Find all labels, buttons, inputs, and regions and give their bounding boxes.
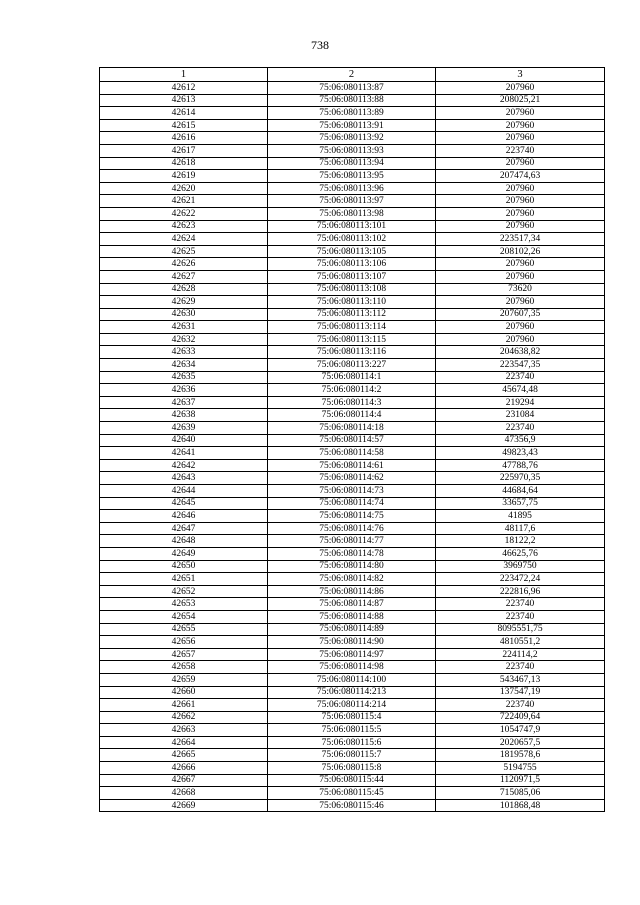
- row-number-cell: 42667: [100, 774, 268, 787]
- cadastral-number-cell: 75:06:080113:116: [268, 346, 436, 359]
- value-cell: 207960: [436, 207, 605, 220]
- cadastral-number-cell: 75:06:080114:87: [268, 598, 436, 611]
- value-cell: 223740: [436, 371, 605, 384]
- row-number-cell: 42623: [100, 220, 268, 233]
- cadastral-number-cell: 75:06:080113:92: [268, 132, 436, 145]
- table-row: [100, 182, 605, 195]
- table-row: [100, 711, 605, 724]
- table-row: [100, 686, 605, 699]
- cadastral-number-cell: 75:06:080115:45: [268, 787, 436, 800]
- value-cell: 207960: [436, 296, 605, 309]
- value-cell: 1054747,9: [436, 724, 605, 737]
- table-row: [100, 270, 605, 283]
- row-number-cell: 42660: [100, 686, 268, 699]
- row-number-cell: 42655: [100, 623, 268, 636]
- row-number-cell: 42622: [100, 207, 268, 220]
- value-cell: 73620: [436, 283, 605, 296]
- row-number-cell: 42658: [100, 661, 268, 674]
- row-number-cell: 42662: [100, 711, 268, 724]
- header-row: [100, 68, 605, 82]
- value-cell: 207960: [436, 132, 605, 145]
- row-number-cell: 42638: [100, 409, 268, 422]
- value-cell: 207960: [436, 182, 605, 195]
- table-row: [100, 396, 605, 409]
- cadastral-number-cell: 75:06:080113:96: [268, 182, 436, 195]
- row-number-cell: 42656: [100, 636, 268, 649]
- cadastral-number-cell: 75:06:080115:7: [268, 749, 436, 762]
- value-cell: 207960: [436, 258, 605, 271]
- value-cell: 207607,35: [436, 308, 605, 321]
- value-cell: 204638,82: [436, 346, 605, 359]
- table-row: [100, 447, 605, 460]
- value-cell: 47356,9: [436, 434, 605, 447]
- row-number-cell: 42616: [100, 132, 268, 145]
- value-cell: 722409,64: [436, 711, 605, 724]
- row-number-cell: 42617: [100, 144, 268, 157]
- row-number-cell: 42663: [100, 724, 268, 737]
- table-row: [100, 107, 605, 120]
- row-number-cell: 42665: [100, 749, 268, 762]
- value-cell: 223547,35: [436, 359, 605, 372]
- cadastral-number-cell: 75:06:080114:58: [268, 447, 436, 460]
- table-row: [100, 598, 605, 611]
- row-number-cell: 42612: [100, 82, 268, 95]
- row-number-cell: 42613: [100, 94, 268, 107]
- table-row: [100, 573, 605, 586]
- row-number-cell: 42615: [100, 119, 268, 132]
- table-row: [100, 497, 605, 510]
- cadastral-number-cell: 75:06:080114:75: [268, 510, 436, 523]
- cadastral-number-cell: 75:06:080114:74: [268, 497, 436, 510]
- row-number-cell: 42648: [100, 535, 268, 548]
- row-number-cell: 42631: [100, 321, 268, 334]
- value-cell: 5194755: [436, 762, 605, 775]
- row-number-cell: 42632: [100, 333, 268, 346]
- value-cell: 207474,63: [436, 170, 605, 183]
- row-number-cell: 42636: [100, 384, 268, 397]
- table-row: [100, 535, 605, 548]
- row-number-cell: 42657: [100, 648, 268, 661]
- cadastral-number-cell: 75:06:080114:2: [268, 384, 436, 397]
- table-row: [100, 220, 605, 233]
- row-number-cell: 42614: [100, 107, 268, 120]
- cadastral-number-cell: 75:06:080114:18: [268, 422, 436, 435]
- value-cell: 223740: [436, 699, 605, 712]
- table-row: [100, 371, 605, 384]
- cadastral-number-cell: 75:06:080113:94: [268, 157, 436, 170]
- value-cell: 18122,2: [436, 535, 605, 548]
- table-row: [100, 144, 605, 157]
- table-row: [100, 648, 605, 661]
- row-number-cell: 42654: [100, 610, 268, 623]
- value-cell: 207960: [436, 195, 605, 208]
- value-cell: 207960: [436, 333, 605, 346]
- value-cell: 207960: [436, 270, 605, 283]
- value-cell: 207960: [436, 157, 605, 170]
- cadastral-number-cell: 75:06:080114:86: [268, 585, 436, 598]
- table-row: [100, 283, 605, 296]
- value-cell: 223517,34: [436, 233, 605, 246]
- row-number-cell: 42629: [100, 296, 268, 309]
- cadastral-number-cell: 75:06:080115:4: [268, 711, 436, 724]
- row-number-cell: 42634: [100, 359, 268, 372]
- value-cell: 45674,48: [436, 384, 605, 397]
- row-number-cell: 42650: [100, 560, 268, 573]
- row-number-cell: 42649: [100, 547, 268, 560]
- value-cell: 8095551,75: [436, 623, 605, 636]
- table-row: [100, 258, 605, 271]
- value-cell: 2020657,5: [436, 736, 605, 749]
- value-cell: 207960: [436, 321, 605, 334]
- table-row: [100, 333, 605, 346]
- cadastral-number-cell: 75:06:080115:44: [268, 774, 436, 787]
- row-number-cell: 42664: [100, 736, 268, 749]
- table-row: [100, 409, 605, 422]
- row-number-cell: 42637: [100, 396, 268, 409]
- cadastral-number-cell: 75:06:080114:78: [268, 547, 436, 560]
- row-number-cell: 42643: [100, 472, 268, 485]
- table-row: [100, 170, 605, 183]
- cadastral-number-cell: 75:06:080114:76: [268, 522, 436, 535]
- row-number-cell: 42618: [100, 157, 268, 170]
- table-row: [100, 736, 605, 749]
- page-number: 738: [311, 38, 329, 52]
- value-cell: 1120971,5: [436, 774, 605, 787]
- table-row: [100, 510, 605, 523]
- cadastral-number-cell: 75:06:080113:106: [268, 258, 436, 271]
- data-table: [99, 67, 605, 812]
- table-row: [100, 359, 605, 372]
- table-row: [100, 94, 605, 107]
- table-row: [100, 749, 605, 762]
- table-row: [100, 245, 605, 258]
- row-number-cell: 42645: [100, 497, 268, 510]
- table-row: [100, 422, 605, 435]
- table-row: [100, 522, 605, 535]
- column-header-1: 1: [100, 68, 268, 82]
- table-row: [100, 132, 605, 145]
- table-row: [100, 673, 605, 686]
- cadastral-number-cell: 75:06:080113:98: [268, 207, 436, 220]
- row-number-cell: 42630: [100, 308, 268, 321]
- value-cell: 219294: [436, 396, 605, 409]
- value-cell: 223740: [436, 422, 605, 435]
- cadastral-number-cell: 75:06:080113:114: [268, 321, 436, 334]
- row-number-cell: 42626: [100, 258, 268, 271]
- value-cell: 208025,21: [436, 94, 605, 107]
- cadastral-number-cell: 75:06:080113:108: [268, 283, 436, 296]
- table-row: [100, 384, 605, 397]
- row-number-cell: 42644: [100, 485, 268, 498]
- cadastral-number-cell: 75:06:080114:73: [268, 485, 436, 498]
- cadastral-number-cell: 75:06:080114:61: [268, 459, 436, 472]
- cadastral-number-cell: 75:06:080113:105: [268, 245, 436, 258]
- cadastral-number-cell: 75:06:080114:90: [268, 636, 436, 649]
- value-cell: 223740: [436, 661, 605, 674]
- cadastral-number-cell: 75:06:080113:88: [268, 94, 436, 107]
- table-row: [100, 623, 605, 636]
- cadastral-number-cell: 75:06:080113:87: [268, 82, 436, 95]
- cadastral-number-cell: 75:06:080115:46: [268, 799, 436, 812]
- cadastral-number-cell: 75:06:080114:213: [268, 686, 436, 699]
- table-body: [100, 82, 605, 812]
- value-cell: 47788,76: [436, 459, 605, 472]
- table-row: [100, 661, 605, 674]
- cadastral-number-cell: 75:06:080114:88: [268, 610, 436, 623]
- value-cell: 49823,43: [436, 447, 605, 460]
- value-cell: 543467,13: [436, 673, 605, 686]
- cadastral-number-cell: 75:06:080114:62: [268, 472, 436, 485]
- row-number-cell: 42625: [100, 245, 268, 258]
- value-cell: 44684,64: [436, 485, 605, 498]
- value-cell: 207960: [436, 82, 605, 95]
- table-row: [100, 233, 605, 246]
- table-row: [100, 296, 605, 309]
- row-number-cell: 42659: [100, 673, 268, 686]
- table-row: [100, 434, 605, 447]
- row-number-cell: 42635: [100, 371, 268, 384]
- cadastral-number-cell: 75:06:080114:1: [268, 371, 436, 384]
- table-row: [100, 585, 605, 598]
- row-number-cell: 42624: [100, 233, 268, 246]
- value-cell: 3969750: [436, 560, 605, 573]
- table-row: [100, 157, 605, 170]
- cadastral-number-cell: 75:06:080114:100: [268, 673, 436, 686]
- cadastral-number-cell: 75:06:080114:3: [268, 396, 436, 409]
- cadastral-number-cell: 75:06:080114:77: [268, 535, 436, 548]
- row-number-cell: 42651: [100, 573, 268, 586]
- row-number-cell: 42647: [100, 522, 268, 535]
- cadastral-number-cell: 75:06:080113:89: [268, 107, 436, 120]
- cadastral-number-cell: 75:06:080113:93: [268, 144, 436, 157]
- cadastral-number-cell: 75:06:080114:4: [268, 409, 436, 422]
- table-row: [100, 547, 605, 560]
- cadastral-number-cell: 75:06:080113:110: [268, 296, 436, 309]
- table-row: [100, 636, 605, 649]
- cadastral-number-cell: 75:06:080115:5: [268, 724, 436, 737]
- value-cell: 223472,24: [436, 573, 605, 586]
- value-cell: 231084: [436, 409, 605, 422]
- table-row: [100, 207, 605, 220]
- cadastral-number-cell: 75:06:080114:80: [268, 560, 436, 573]
- row-number-cell: 42652: [100, 585, 268, 598]
- value-cell: 207960: [436, 107, 605, 120]
- row-number-cell: 42640: [100, 434, 268, 447]
- cadastral-number-cell: 75:06:080113:91: [268, 119, 436, 132]
- cadastral-number-cell: 75:06:080113:115: [268, 333, 436, 346]
- cadastral-number-cell: 75:06:080113:102: [268, 233, 436, 246]
- cadastral-number-cell: 75:06:080113:227: [268, 359, 436, 372]
- table-header: [100, 68, 605, 82]
- value-cell: 223740: [436, 610, 605, 623]
- value-cell: 715085,06: [436, 787, 605, 800]
- table-row: [100, 610, 605, 623]
- table-row: [100, 82, 605, 95]
- cadastral-number-cell: 75:06:080115:8: [268, 762, 436, 775]
- value-cell: 101868,48: [436, 799, 605, 812]
- value-cell: 46625,76: [436, 547, 605, 560]
- cadastral-number-cell: 75:06:080114:98: [268, 661, 436, 674]
- value-cell: 33657,75: [436, 497, 605, 510]
- table-row: [100, 321, 605, 334]
- cadastral-number-cell: 75:06:080114:82: [268, 573, 436, 586]
- row-number-cell: 42621: [100, 195, 268, 208]
- column-header-3: 3: [436, 68, 605, 82]
- row-number-cell: 42646: [100, 510, 268, 523]
- cadastral-number-cell: 75:06:080113:97: [268, 195, 436, 208]
- row-number-cell: 42653: [100, 598, 268, 611]
- row-number-cell: 42661: [100, 699, 268, 712]
- cadastral-number-cell: 75:06:080114:57: [268, 434, 436, 447]
- table-row: [100, 459, 605, 472]
- value-cell: 137547,19: [436, 686, 605, 699]
- row-number-cell: 42628: [100, 283, 268, 296]
- table-row: [100, 195, 605, 208]
- value-cell: 223740: [436, 144, 605, 157]
- value-cell: 225970,35: [436, 472, 605, 485]
- value-cell: 207960: [436, 220, 605, 233]
- row-number-cell: 42639: [100, 422, 268, 435]
- value-cell: 4810551,2: [436, 636, 605, 649]
- row-number-cell: 42666: [100, 762, 268, 775]
- table-row: [100, 485, 605, 498]
- cadastral-number-cell: 75:06:080114:97: [268, 648, 436, 661]
- value-cell: 222816,96: [436, 585, 605, 598]
- row-number-cell: 42633: [100, 346, 268, 359]
- row-number-cell: 42669: [100, 799, 268, 812]
- table-row: [100, 346, 605, 359]
- value-cell: 224114,2: [436, 648, 605, 661]
- value-cell: 41895: [436, 510, 605, 523]
- row-number-cell: 42627: [100, 270, 268, 283]
- value-cell: 1819578,6: [436, 749, 605, 762]
- value-cell: 207960: [436, 119, 605, 132]
- value-cell: 208102,26: [436, 245, 605, 258]
- row-number-cell: 42642: [100, 459, 268, 472]
- row-number-cell: 42668: [100, 787, 268, 800]
- table-row: [100, 774, 605, 787]
- table-row: [100, 699, 605, 712]
- cadastral-number-cell: 75:06:080114:214: [268, 699, 436, 712]
- table-row: [100, 308, 605, 321]
- row-number-cell: 42620: [100, 182, 268, 195]
- table-row: [100, 119, 605, 132]
- cadastral-number-cell: 75:06:080113:95: [268, 170, 436, 183]
- cadastral-number-cell: 75:06:080115:6: [268, 736, 436, 749]
- column-header-2: 2: [268, 68, 436, 82]
- cadastral-number-cell: 75:06:080114:89: [268, 623, 436, 636]
- table-row: [100, 472, 605, 485]
- row-number-cell: 42641: [100, 447, 268, 460]
- cadastral-number-cell: 75:06:080113:112: [268, 308, 436, 321]
- row-number-cell: 42619: [100, 170, 268, 183]
- cadastral-number-cell: 75:06:080113:101: [268, 220, 436, 233]
- table-row: [100, 799, 605, 812]
- value-cell: 48117,6: [436, 522, 605, 535]
- table-row: [100, 560, 605, 573]
- table-row: [100, 762, 605, 775]
- table-row: [100, 724, 605, 737]
- table-row: [100, 787, 605, 800]
- value-cell: 223740: [436, 598, 605, 611]
- cadastral-number-cell: 75:06:080113:107: [268, 270, 436, 283]
